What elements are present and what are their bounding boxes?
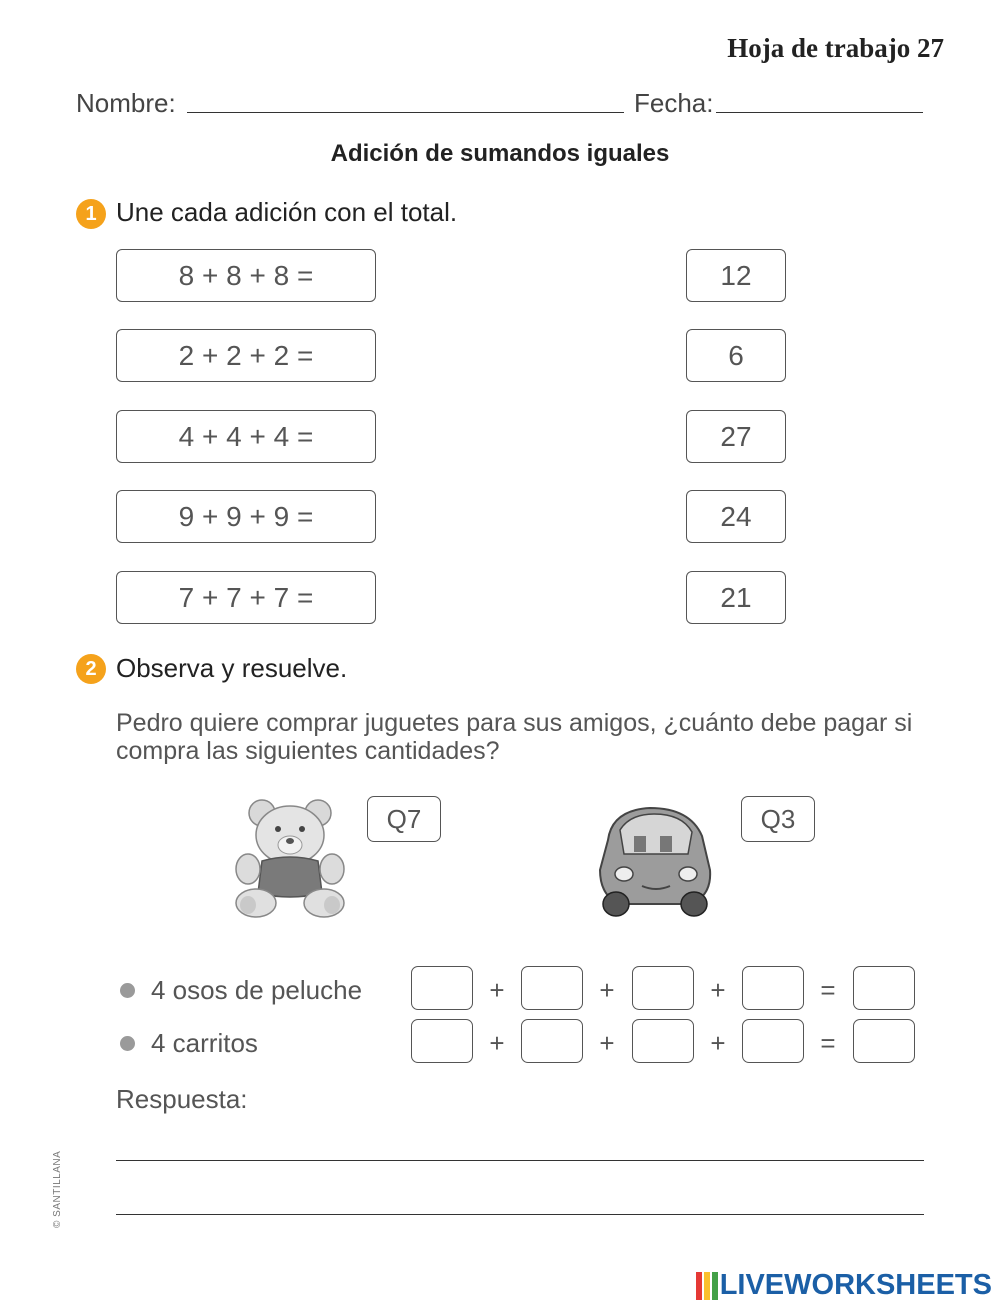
plus-sign: +: [489, 975, 505, 1005]
exercise-2-instruction: Observa y resuelve.: [116, 653, 348, 683]
brand-text: LIVEWORKSHEETS: [719, 1269, 992, 1301]
liveworksheets-icon: [696, 1272, 718, 1300]
plus-sign: +: [599, 975, 615, 1005]
name-label: Nombre:: [76, 88, 176, 118]
answer-box[interactable]: [742, 1019, 804, 1063]
addition-box[interactable]: 8 + 8 + 8 =: [116, 249, 376, 302]
name-line[interactable]: [187, 112, 624, 113]
toy-car-image: [590, 800, 720, 922]
item-bears-label: 4 osos de peluche: [151, 975, 363, 1005]
total-box[interactable]: 24: [686, 490, 786, 543]
answer-box[interactable]: [411, 1019, 473, 1063]
item-cars-label: 4 carritos: [151, 1028, 258, 1058]
result-box[interactable]: [853, 1019, 915, 1063]
worksheet-title: Hoja de trabajo 27: [727, 33, 944, 63]
total-box[interactable]: 12: [686, 249, 786, 302]
total-box[interactable]: 6: [686, 329, 786, 382]
liveworksheets-logo[interactable]: [696, 1269, 992, 1302]
problem-text-line1: Pedro quiere comprar juguetes para sus amigos, ¿cuánto debe pagar si: [116, 709, 913, 737]
answer-label: Respuesta:: [116, 1084, 248, 1114]
addition-box[interactable]: 2 + 2 + 2 =: [116, 329, 376, 382]
section-heading: Adición de sumandos iguales: [330, 140, 670, 167]
exercise-2-badge: 2: [76, 654, 106, 684]
plus-sign: +: [599, 1028, 615, 1058]
equals-sign: =: [820, 1028, 836, 1058]
date-line[interactable]: [716, 112, 923, 113]
addition-box[interactable]: 9 + 9 + 9 =: [116, 490, 376, 543]
plus-sign: +: [710, 975, 726, 1005]
answer-box[interactable]: [521, 966, 583, 1010]
total-box[interactable]: 27: [686, 410, 786, 463]
plus-sign: +: [710, 1028, 726, 1058]
answer-box[interactable]: [742, 966, 804, 1010]
date-label: Fecha:: [634, 88, 714, 118]
addition-box[interactable]: 4 + 4 + 4 =: [116, 410, 376, 463]
bear-price-tag: Q7: [367, 796, 441, 842]
car-price-tag: Q3: [741, 796, 815, 842]
answer-line[interactable]: [116, 1160, 924, 1161]
result-box[interactable]: [853, 966, 915, 1010]
plus-sign: +: [489, 1028, 505, 1058]
problem-text-line2: compra las siguientes cantidades?: [116, 737, 500, 765]
total-box[interactable]: 21: [686, 571, 786, 624]
equals-sign: =: [820, 975, 836, 1005]
exercise-1-instruction: Une cada adición con el total.: [116, 197, 458, 227]
exercise-1-badge: 1: [76, 199, 106, 229]
answer-box[interactable]: [632, 1019, 694, 1063]
answer-box[interactable]: [632, 966, 694, 1010]
copyright-text: © SANTILLANA: [52, 1150, 63, 1228]
bullet: [120, 1036, 135, 1051]
teddy-bear-image: [232, 795, 348, 920]
bullet: [120, 983, 135, 998]
addition-box[interactable]: 7 + 7 + 7 =: [116, 571, 376, 624]
answer-box[interactable]: [411, 966, 473, 1010]
answer-box[interactable]: [521, 1019, 583, 1063]
answer-line[interactable]: [116, 1214, 924, 1215]
